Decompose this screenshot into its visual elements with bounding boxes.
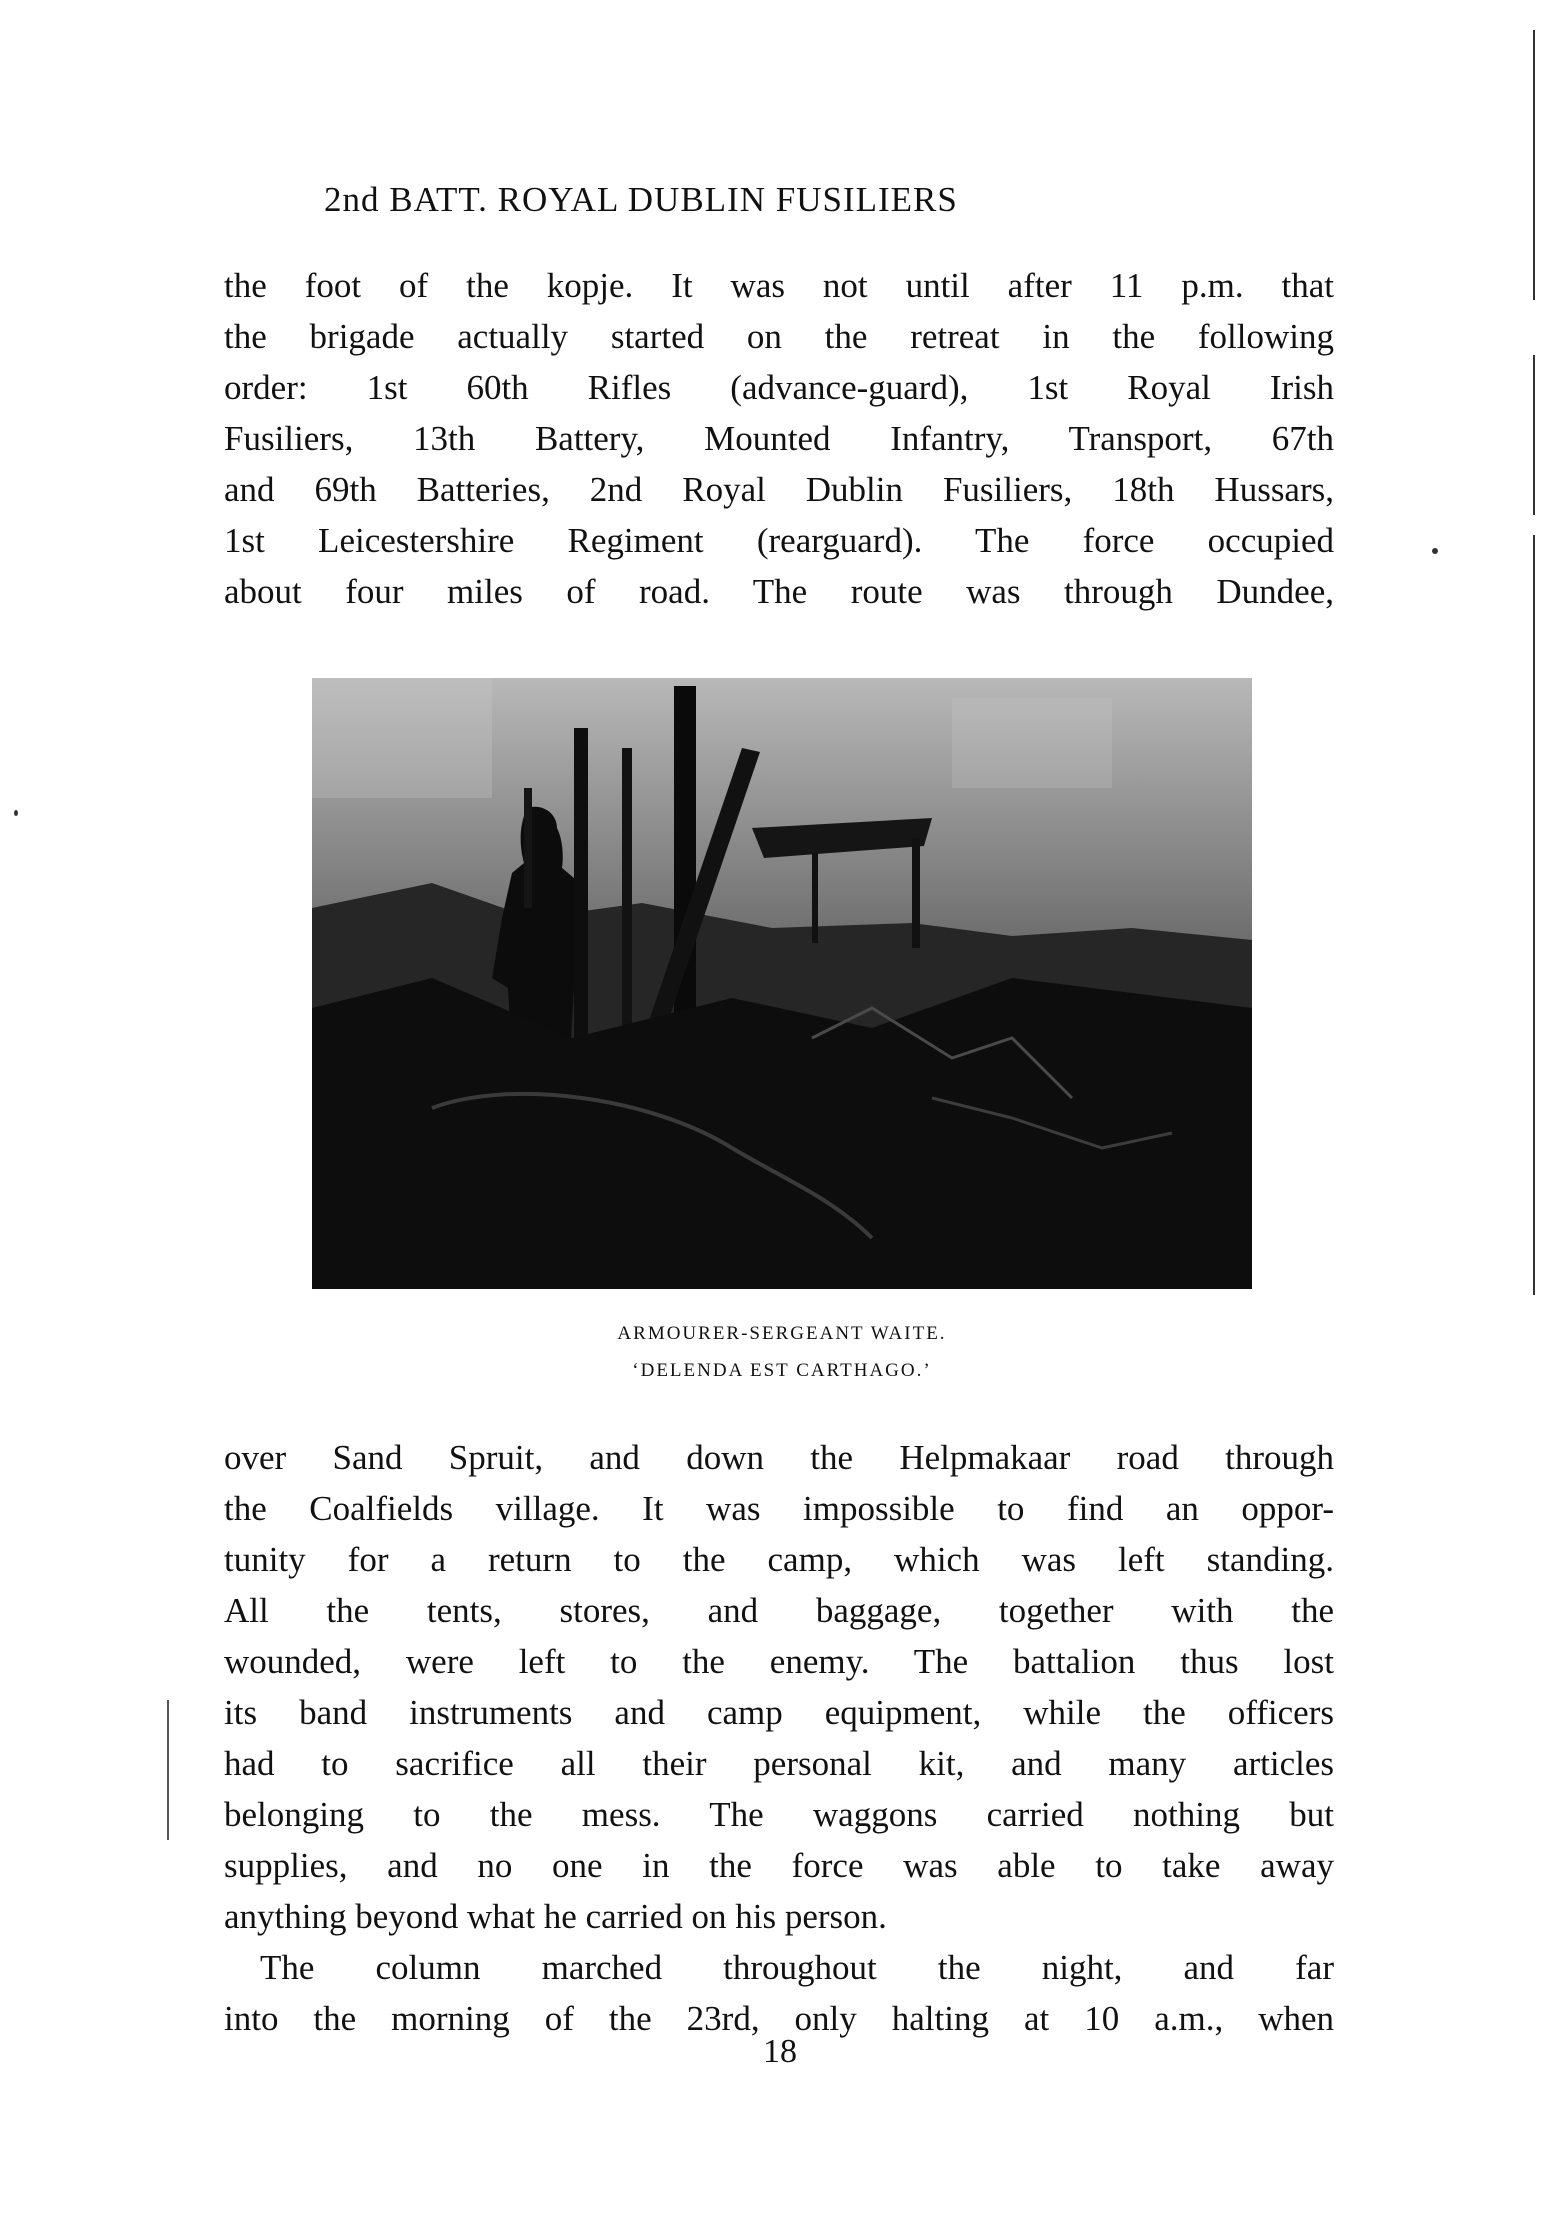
photo-rubble (312, 978, 1252, 1289)
page-number: 18 (763, 2033, 797, 2070)
paragraph-bottom (224, 1432, 1334, 2044)
text-line: the foot of the kopje. It was not until after 11 p.m. that (224, 266, 1334, 305)
running-head-number: 2nd (324, 180, 380, 219)
text-line: over Sand Spruit, and down the Helpmakaar road through (224, 1438, 1334, 1477)
photo-haze (952, 698, 1112, 788)
running-head (324, 180, 1224, 220)
paragraph-top (224, 260, 1334, 617)
photo-post (622, 748, 632, 1048)
photo-caption-title: ARMOURER-SERGEANT WAITE. (617, 1323, 947, 1344)
text-line: into the morning of the 23rd, only halting at 10 a.m., when (224, 1999, 1334, 2038)
text-line: The column marched throughout the night, and far (260, 1948, 1334, 1987)
text-line: and 69th Batteries, 2nd Royal Dublin Fusiliers, 18th Hussars, (224, 470, 1334, 509)
scan-speck (14, 810, 18, 816)
photo-shelter-post (812, 853, 818, 943)
running-head-title: BATT. ROYAL DUBLIN FUSILIERS (389, 180, 958, 219)
text-line: anything beyond what he carried on his person. (224, 1897, 887, 1936)
scan-edge-line (1533, 30, 1535, 300)
photo-post (524, 788, 532, 908)
text-line: its band instruments and camp equipment, while the officers (224, 1693, 1334, 1732)
scan-speck (1432, 548, 1438, 554)
scan-edge-line (1533, 355, 1535, 515)
text-line: order: 1st 60th Rifles (advance-guard), 1st Royal Irish (224, 368, 1334, 407)
photo-caption-motto: ‘DELENDA EST CARTHAGO.’ (632, 1360, 932, 1381)
text-line: Fusiliers, 13th Battery, Mounted Infantry, Transport, 67th (224, 419, 1334, 458)
text-line: supplies, and no one in the force was able to take away (224, 1846, 1334, 1885)
text-line: had to sacrifice all their personal kit, and many articles (224, 1744, 1334, 1783)
photograph-image (312, 678, 1252, 1289)
text-line: wounded, were left to the enemy. The battalion thus lost (224, 1642, 1334, 1681)
text-line: about four miles of road. The route was through Dundee, (224, 572, 1334, 611)
scan-edge-line (1533, 535, 1535, 1295)
text-line: the Coalfields village. It was impossible to find an oppor- (224, 1489, 1334, 1528)
photograph-armourer-sergeant (312, 678, 1252, 1289)
text-line: All the tents, stores, and baggage, together with the (224, 1591, 1334, 1630)
text-line: belonging to the mess. The waggons carried nothing but (224, 1795, 1334, 1834)
photo-shelter-post (912, 838, 920, 948)
text-line: tunity for a return to the camp, which was left standing. (224, 1540, 1334, 1579)
text-line: 1st Leicestershire Regiment (rearguard). The force occupied (224, 521, 1334, 560)
text-line: the brigade actually started on the retreat in the following (224, 317, 1334, 356)
photo-haze (312, 678, 492, 798)
scan-edge-line (167, 1700, 169, 1840)
